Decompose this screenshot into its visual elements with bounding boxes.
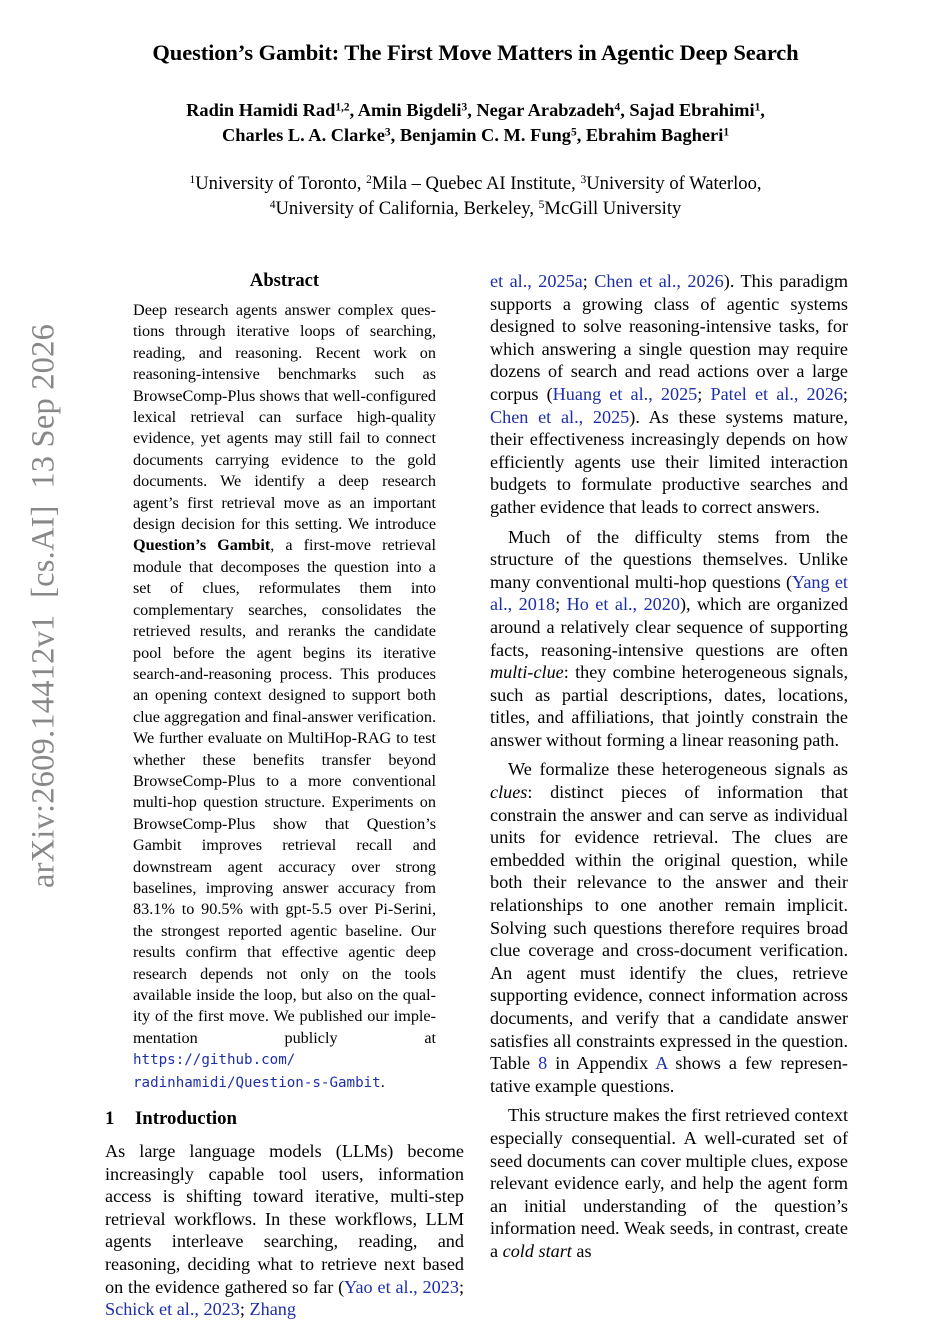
affiliation: $^4$University of California, Berkeley, <box>269 198 539 219</box>
citation-link[interactable]: Patel et al., 2026 <box>710 383 843 404</box>
section-heading-introduction: 1 Introduction <box>105 1108 237 1130</box>
affiliation-list <box>0 171 951 221</box>
author: Amin Bigdeli$^3$, <box>357 100 477 120</box>
paragraph: et al., 2025a; Chen et al., 2026). This paradigm supports a growing class of agentic systems designed to solve reasoning-intensive tasks, for which answering a single question may require dozens of search and read actions over a large corpus (Huang et al., 2025; Patel et al., 2026; Chen et al., 2025). As these systems mature, their effectiveness increasingly depends on how efficiently agents use their limited interaction budgets to formulate productive searches and gather evidence that leads to correct answers. <box>490 271 849 517</box>
affiliation: $^1$University of Toronto, <box>189 173 367 194</box>
repository-link[interactable]: https://github.com/ radinhamidi/Question-s-Gambit <box>133 1052 381 1091</box>
left-column <box>105 270 464 1321</box>
right-column <box>490 270 848 1263</box>
paper-title: Question’s Gambit: The First Move Matters in Agentic Deep Search <box>152 40 799 65</box>
author: Negar Arabzadeh$^4$, <box>476 100 630 120</box>
author: Benjamin C. M. Fung$^5$, <box>399 125 586 145</box>
citation-link[interactable]: Chen et al., 2026 <box>594 271 724 291</box>
citation-link[interactable]: Yang et al., 2018 <box>490 571 848 615</box>
author: Radin Hamidi Rad$^{1,2}$, <box>186 100 358 120</box>
citation-link[interactable]: Yao et al., 2023 <box>344 1276 459 1297</box>
arxiv-id-text: arXiv:2609.14412v1 [cs.AI] 13 Sep 2026 <box>25 323 62 889</box>
citation-link[interactable]: et al., 2025a <box>490 271 583 291</box>
arxiv-identifier-stamp <box>25 323 62 889</box>
citation-link[interactable]: Zhang <box>249 1299 296 1320</box>
introduction-continued <box>490 270 848 1263</box>
method-name: Question’s Gambit <box>133 536 271 555</box>
citation-link[interactable]: Huang et al., 2025 <box>552 383 698 404</box>
author: Sajad Ebrahimi$^1$, <box>629 100 765 120</box>
citation-link[interactable]: Schick et al., 2023 <box>105 1299 240 1320</box>
appendix-reference-link[interactable]: A <box>655 1053 668 1074</box>
introduction-paragraph: As large language models (LLMs) become increasingly capable tool users, information access is shifting toward iterative, multi-step retrieval workflows. In these workflows, LLM agents interleave searching, reading, and reasoning, deciding what to retrieve next based on the evidence gathered so far (Yao et al., 2023; Schick et al., 2023; Zhang <box>105 1141 464 1320</box>
paragraph: This structure makes the first retrieved context especially consequential. A well-curated set of seed documents can cover multiple clues, expose relevant evidence early, and help the agent form an initial understanding of the question’s information need. Weak seeds, in contrast, create a cold start as <box>490 1105 848 1261</box>
abstract-body: Deep research agents answer complex questions through iterative loops of searching, reading, and reasoning. Recent work on reasoning-intensive benchmarks such as BrowseComp-Plus shows that well-configured lexical retrieval can surface high-quality evidence, yet agents may still fail to connect documents carrying evidence to the gold documents. We identify a deep research agent’s first retrieval move as an important design decision for this setting. We introduce Question’s Gambit, a first-move retrieval module that decomposes the question into a set of clues, reformulates them into complementary searches, consolidates the retrieved results, and reranks the candidate pool before the agent begins its iterative search-and-reasoning process. This produces an opening context designed to support both clue aggregation and final-answer verification. We further evaluate on MultiHop-RAG to test whether these benefits transfer beyond BrowseComp-Plus to a more conventional multi-hop question structure. Experiments on BrowseComp-Plus show that Question’s Gambit improves retrieval recall and downstream agent accuracy over strong baselines, improving answer accuracy from 83.1% to 90.5% with gpt-5.5 over Pi-Serini, the strongest reported agentic baseline. Our results confirm that effective agentic deep research depends not only on the tools available inside the loop, but also on the quality of the first move. We published our implementation publicly at https://github.com/ radinhamidi/Question-s-Gambit. <box>133 301 436 1091</box>
author: Ebrahim Bagheri$^1$ <box>585 125 730 145</box>
abstract-heading: Abstract <box>249 270 320 291</box>
table-reference-link[interactable]: 8 <box>538 1053 548 1074</box>
paragraph: Much of the difficulty stems from the structure of the questions themselves. Unlike many conventional multi-hop questions (Yang et al., 2018; Ho et al., 2020), which are organized around a relatively clear sequence of supporting facts, reasoning-intensive questions are often multi-clue: they combine heterogeneous signals, such as partial descriptions, dates, locations, titles, and affiliations, that jointly constrain the answer without forming a linear reasoning path. <box>490 526 848 750</box>
affiliation: $^3$University of Waterloo, <box>580 173 762 194</box>
citation-link[interactable]: Chen et al., 2025 <box>490 406 630 427</box>
citation-link[interactable]: Ho et al., 2020 <box>566 594 680 615</box>
affiliation: $^2$Mila – Quebec AI Institute, <box>366 173 581 194</box>
affiliation: $^5$McGill University <box>538 198 682 219</box>
paragraph: We formalize these heterogeneous signals as clues: distinct pieces of information that constrain the answer and can serve as individual units for evidence retrieval. The clues are embedded within the original question, while both their relevance to the answer and their relationships to one another remain implicit. Solving such questions therefore requires broad clue coverage and cross-document verification. An agent must identify the clues, retrieve supporting evidence, connect information across documents, and verify that a candidate answer satisfies all constraints expressed in the question. Table 8 in Appendix A shows a few representative example questions. <box>490 759 848 1096</box>
author-list <box>0 98 951 148</box>
author: Charles L. A. Clarke$^3$, <box>221 125 400 145</box>
